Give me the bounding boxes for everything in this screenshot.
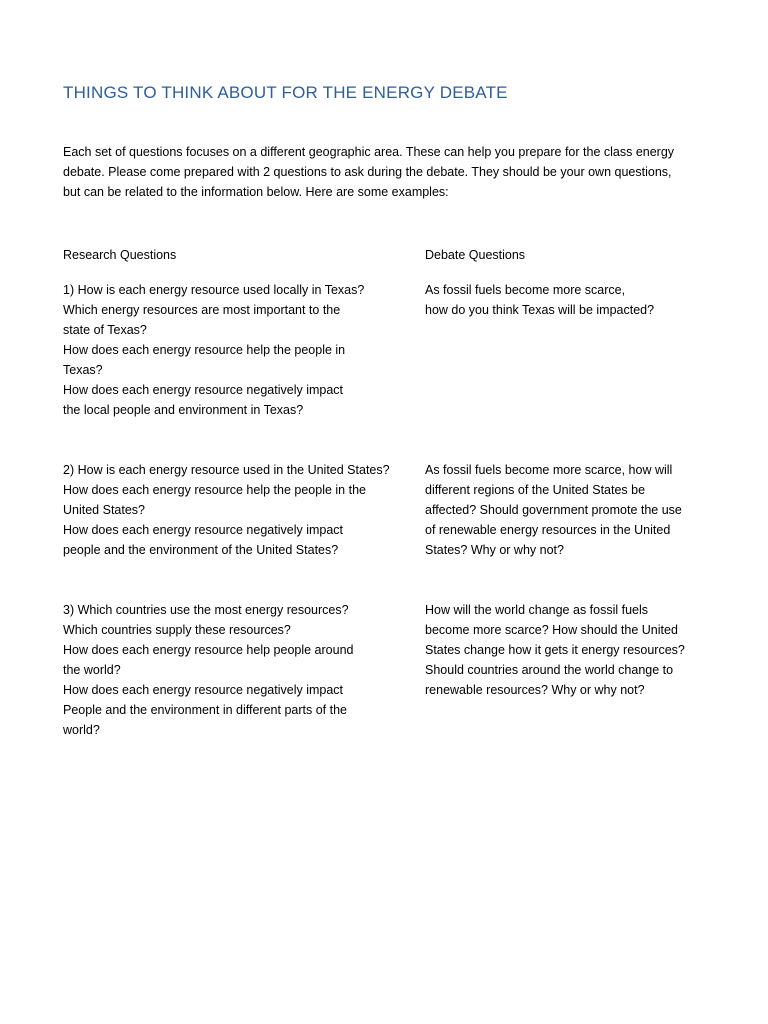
question-line: world? <box>63 723 100 737</box>
research-questions-united-states <box>63 460 390 560</box>
question-line: 3) Which countries use the most energy resources? <box>63 603 349 617</box>
question-line: different regions of the United States be <box>425 483 646 497</box>
research-questions-world <box>63 600 353 740</box>
question-line: As fossil fuels become more scarce, how will <box>425 463 673 477</box>
question-line: How does each energy resource negatively impact <box>63 383 344 397</box>
question-line: become more scarce? How should the United <box>425 623 678 637</box>
question-line: 2) How is each energy resource used in the United States? <box>63 463 390 477</box>
debate-questions-texas <box>425 280 654 320</box>
question-line: How does each energy resource negatively impact <box>63 683 344 697</box>
question-line: States change how it gets it energy resources? <box>425 643 685 657</box>
question-line: United States? <box>63 503 145 517</box>
debate-questions-world <box>425 600 685 700</box>
page-title: THINGS TO THINK ABOUT FOR THE ENERGY DEBATE <box>63 83 508 102</box>
intro-line: Each set of questions focuses on a different geographic area. These can help you prepare for the class energy <box>63 145 675 159</box>
question-line: 1) How is each energy resource used locally in Texas? <box>63 283 365 297</box>
question-line: How does each energy resource help people around <box>63 643 354 657</box>
question-line: How will the world change as fossil fuels <box>425 603 649 617</box>
question-line: Which countries supply these resources? <box>63 623 291 637</box>
question-line: How does each energy resource negatively impact <box>63 523 344 537</box>
intro-paragraph <box>63 142 723 202</box>
question-line: renewable resources? Why or why not? <box>425 683 645 697</box>
question-line: Should countries around the world change to <box>425 663 674 677</box>
debate-questions-header: Debate Questions <box>425 248 526 262</box>
question-line: people and the environment of the United States? <box>63 543 339 557</box>
question-line: the local people and environment in Texas? <box>63 403 304 417</box>
question-line: How does each energy resource help the people in <box>63 343 346 357</box>
question-line: Texas? <box>63 363 103 377</box>
question-line: how do you think Texas will be impacted? <box>425 303 655 317</box>
question-line: affected? Should government promote the use <box>425 503 682 517</box>
question-line: As fossil fuels become more scarce, <box>425 283 626 297</box>
question-line: How does each energy resource help the people in the <box>63 483 366 497</box>
question-line: People and the environment in different parts of the <box>63 703 347 717</box>
question-line: state of Texas? <box>63 323 147 337</box>
research-questions-header: Research Questions <box>63 248 177 262</box>
research-questions-texas <box>63 280 364 420</box>
intro-line: debate. Please come prepared with 2 questions to ask during the debate. They should be your own questions, <box>63 165 672 179</box>
question-line: of renewable energy resources in the United <box>425 523 671 537</box>
question-line: States? Why or why not? <box>425 543 564 557</box>
question-line: Which energy resources are most important to the <box>63 303 341 317</box>
question-line: the world? <box>63 663 121 677</box>
intro-line: but can be related to the information below. Here are some examples: <box>63 185 449 199</box>
debate-questions-united-states <box>425 460 682 560</box>
